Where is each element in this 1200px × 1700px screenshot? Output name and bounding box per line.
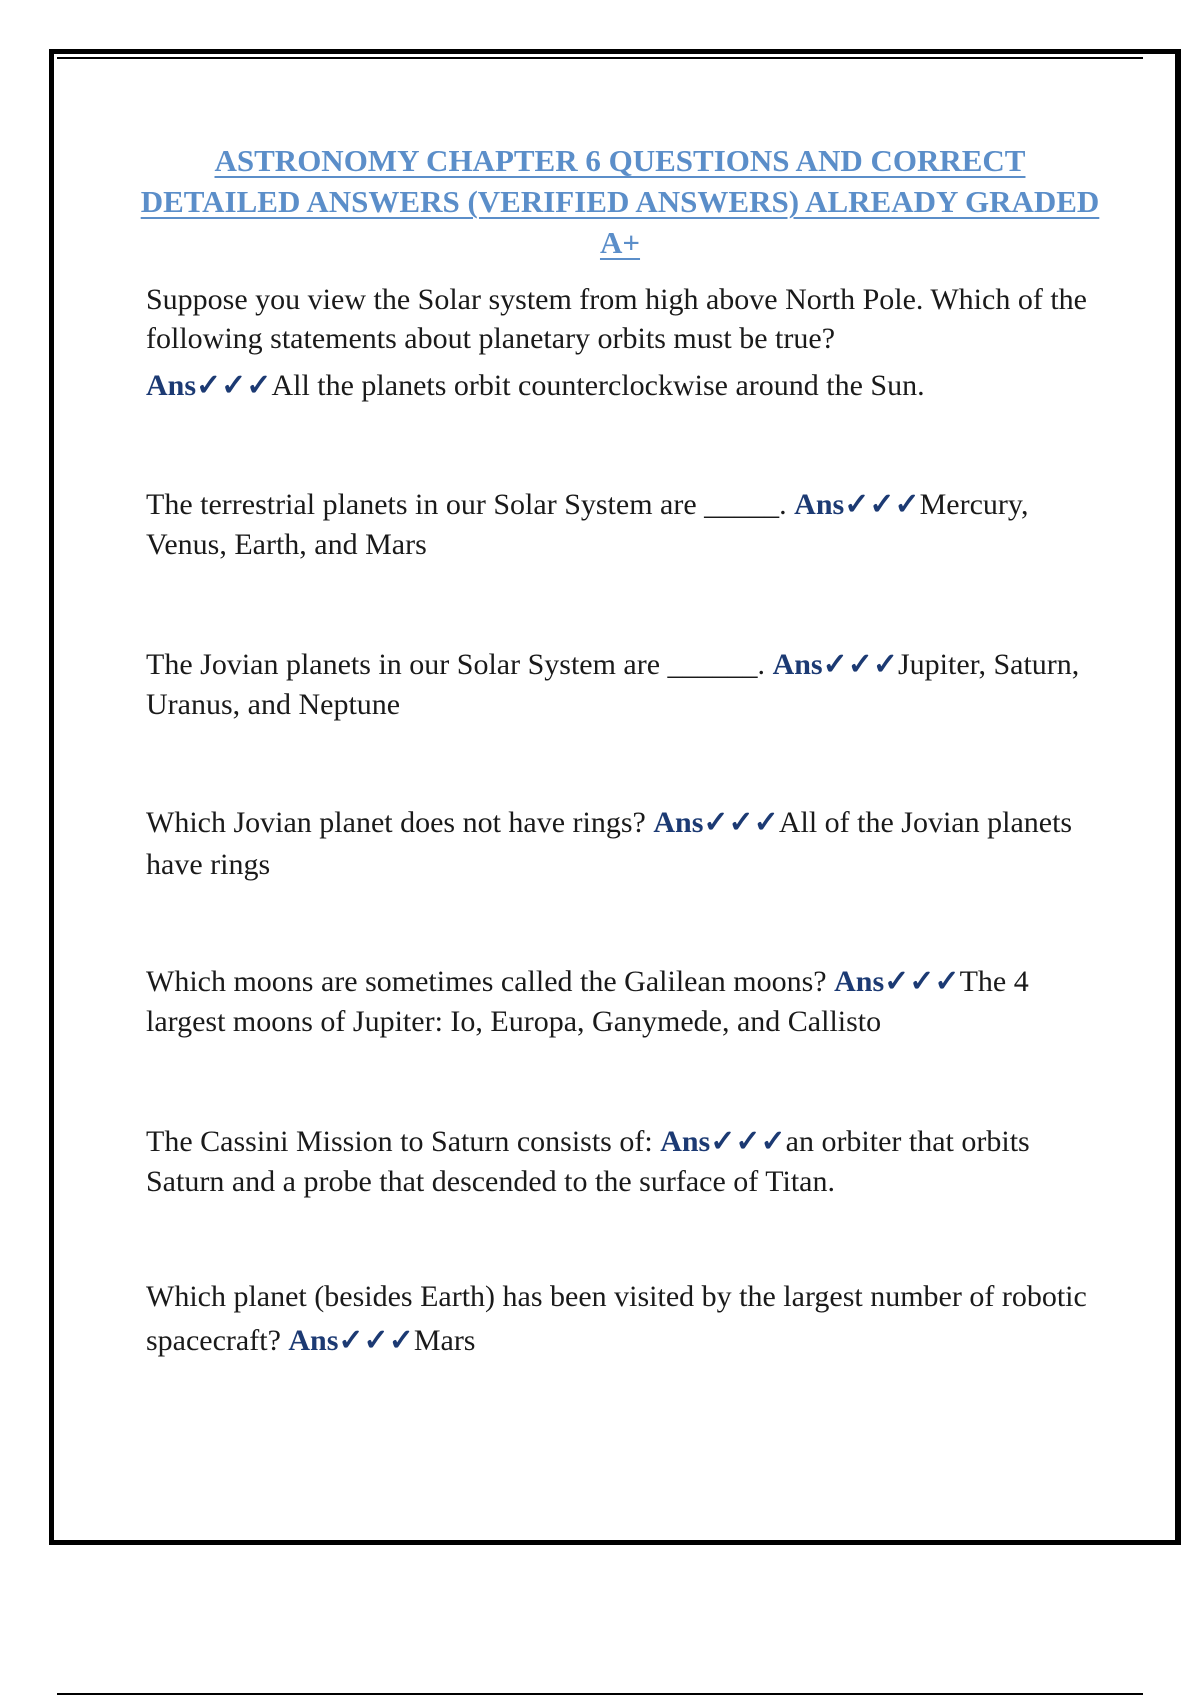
question-text: Which moons are sometimes called the Galilean moons?	[146, 965, 835, 998]
question-text: Which Jovian planet does not have rings?	[146, 806, 654, 839]
qa-item-7	[146, 1275, 1096, 1363]
answer-marker: Ans✓✓✓	[288, 1324, 414, 1357]
answer-marker: Ans✓✓✓	[772, 648, 898, 681]
answer-text: Mercury, Venus, Earth, and Mars	[146, 488, 1029, 561]
qa-item-3	[146, 645, 1096, 725]
answer-text: Jupiter, Saturn, Uranus, and Neptune	[146, 648, 1080, 721]
question-text: Which planet (besides Earth) has been visited by the largest number of robotic spacecraft?	[146, 1280, 1087, 1357]
answer-marker: Ans✓✓✓	[146, 369, 272, 402]
qa-item-5	[146, 962, 1096, 1042]
qa-item-6	[146, 1122, 1096, 1202]
answer-marker: Ans✓✓✓	[834, 965, 960, 998]
answer-marker: Ans✓✓✓	[660, 1125, 786, 1158]
answer-line	[146, 366, 1096, 405]
answer-marker: Ans✓✓✓	[794, 488, 920, 521]
document-title: ASTRONOMY CHAPTER 6 QUESTIONS AND CORRECT DETAILED ANSWERS (VERIFIED ANSWERS) ALREADY GRADED A+	[140, 143, 1100, 260]
bottom-rule	[57, 1693, 1143, 1695]
question-text: Suppose you view the Solar system from high above North Pole. Which of the following statements about planetary orbits must be true?	[146, 283, 1087, 355]
answer-marker: Ans✓✓✓	[653, 806, 779, 839]
answer-text: Mars	[413, 1324, 476, 1357]
qa-item-4	[146, 802, 1096, 886]
question-text: The Jovian planets in our Solar System are ______.	[146, 648, 773, 681]
answer-text: All of the Jovian planets have rings	[146, 806, 1073, 881]
qa-item-2	[146, 485, 1096, 565]
answer-text: All the planets orbit counterclockwise around the Sun.	[271, 369, 925, 402]
answer-text: an orbiter that orbits Saturn and a probe that descended to the surface of Titan.	[146, 1125, 1030, 1198]
answer-text: The 4 largest moons of Jupiter: Io, Europa, Ganymede, and Callisto	[146, 965, 1029, 1038]
question-text: The Cassini Mission to Saturn consists of:	[146, 1125, 661, 1158]
qa-item-1	[146, 280, 1096, 405]
top-rule	[57, 57, 1143, 59]
question-text: The terrestrial planets in our Solar System are _____.	[146, 488, 795, 521]
